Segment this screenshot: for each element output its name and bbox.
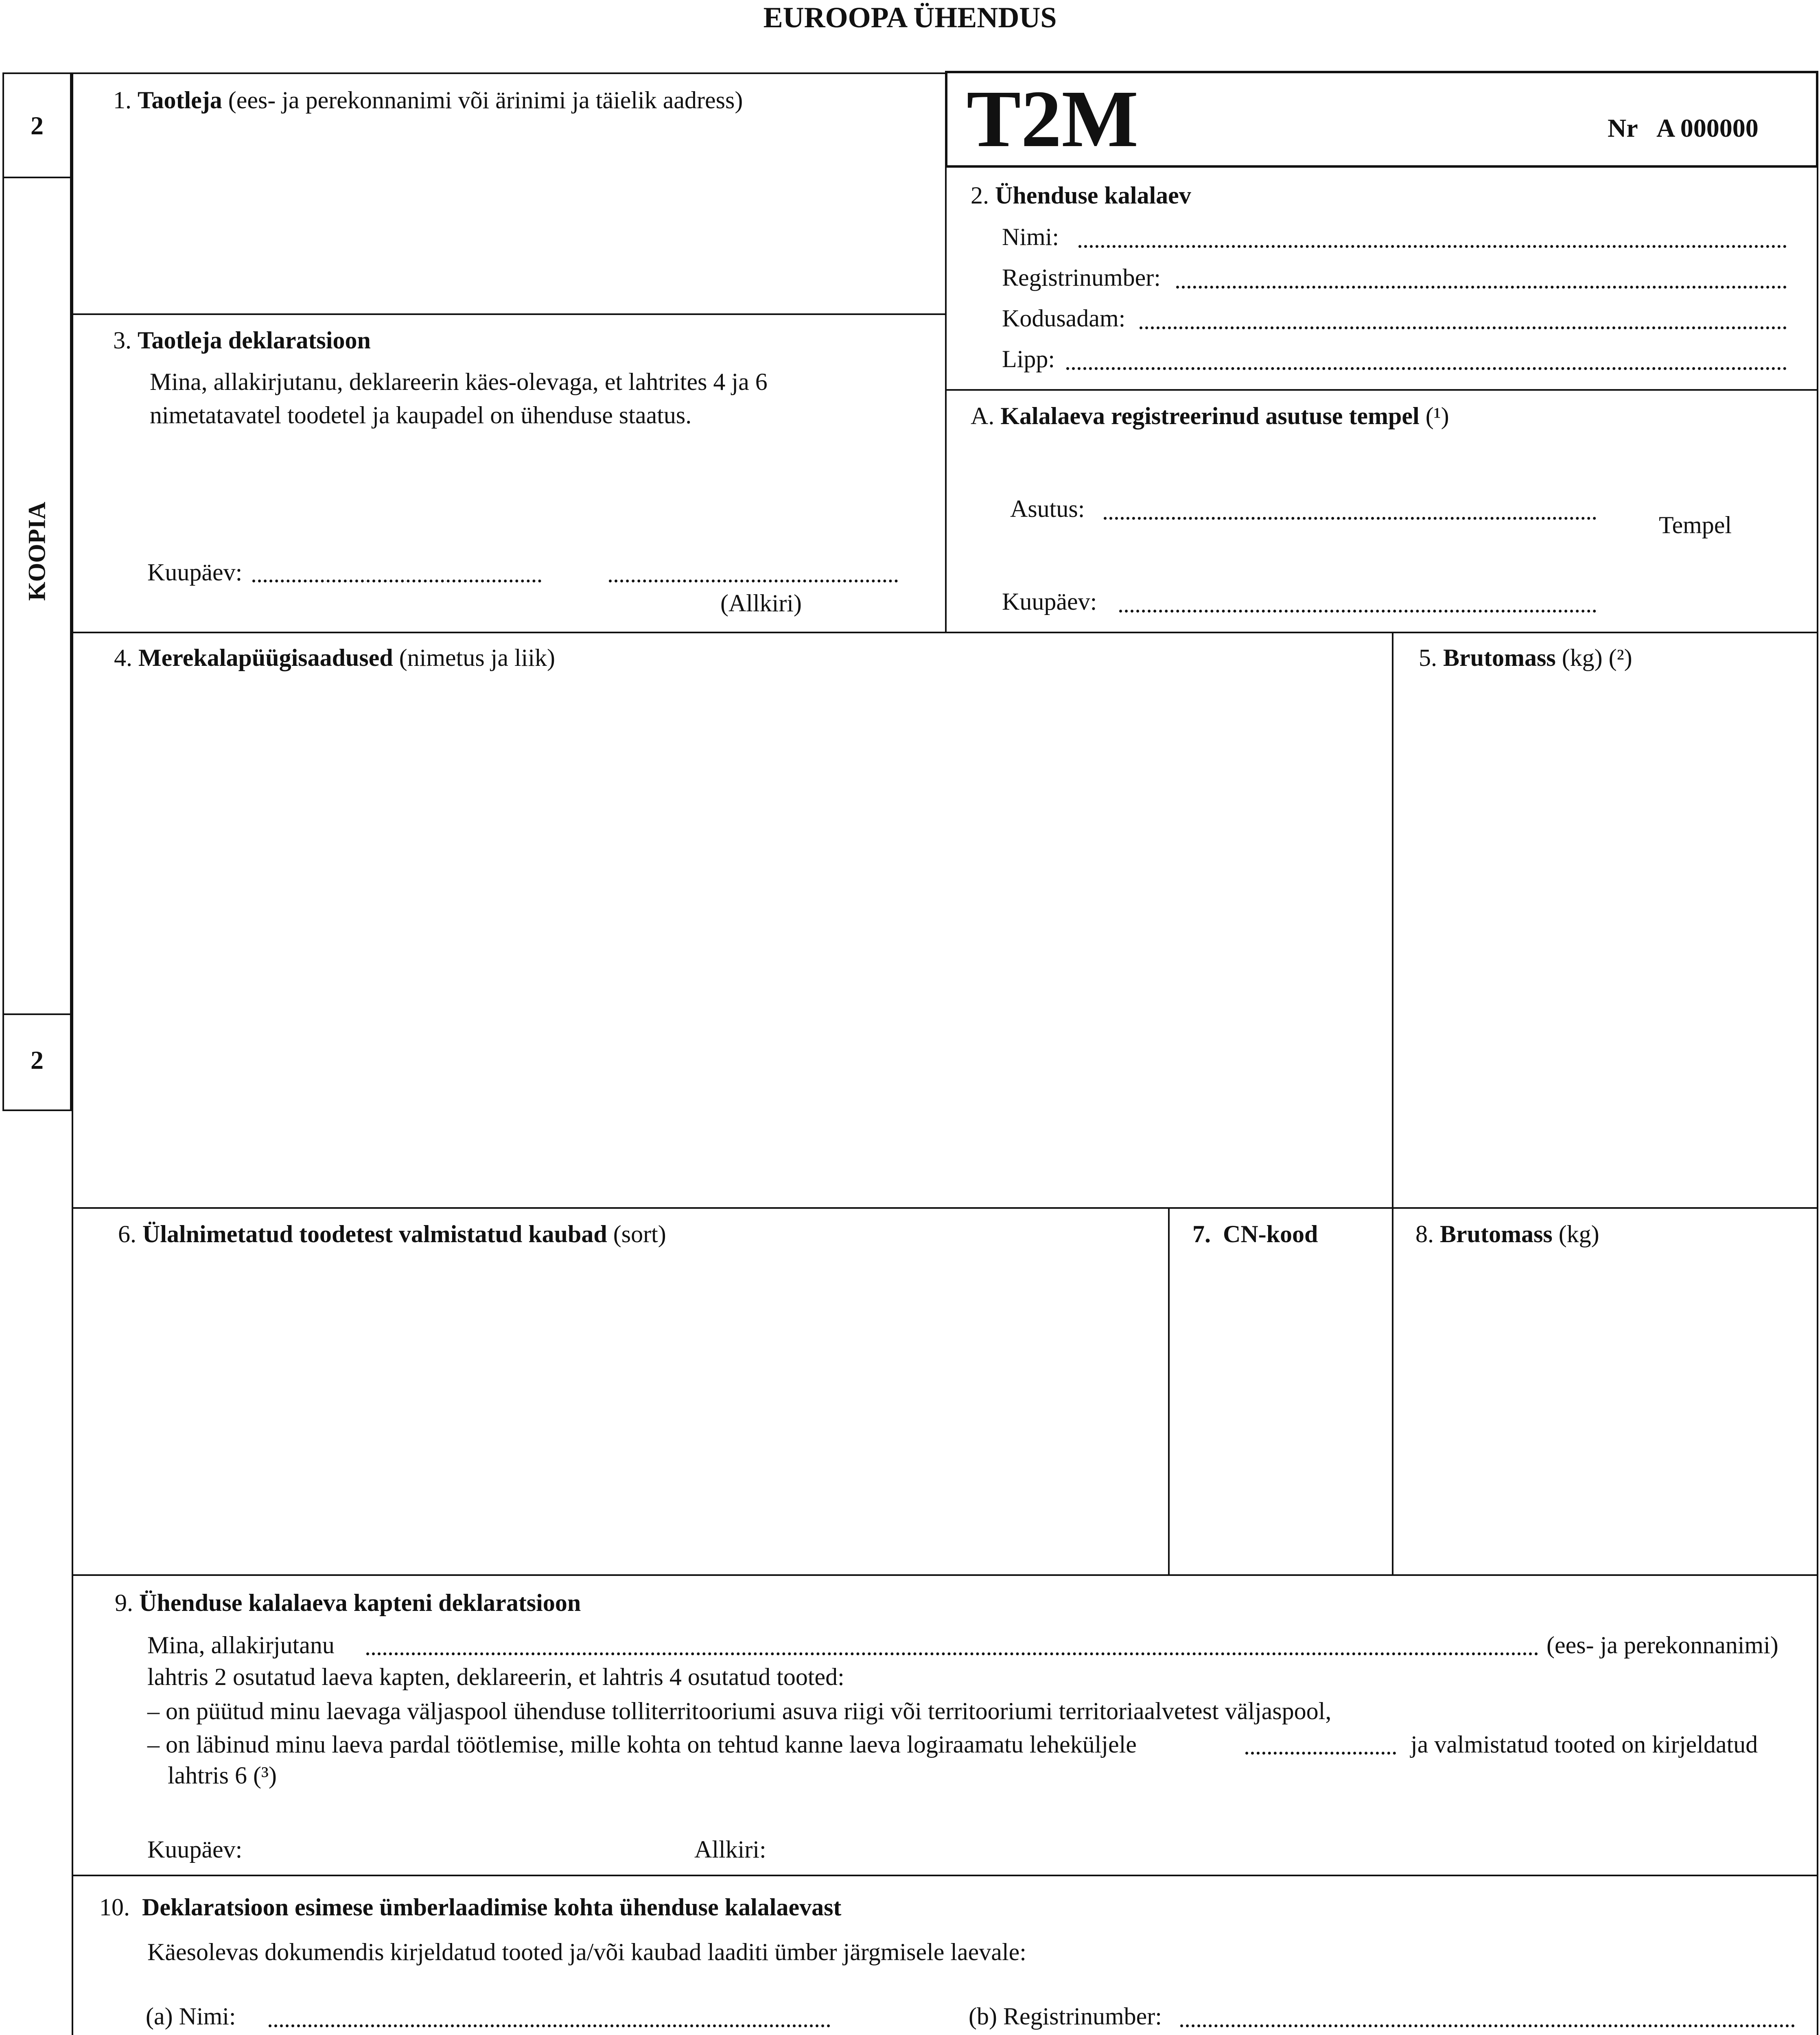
frame-right [1817,72,1818,2035]
box7-heading: 7. CN-kood [1192,1221,1318,1247]
box9-line5: lahtris 6 (³) [168,1762,277,1789]
copy-number-bottom: 2 [31,1046,44,1074]
boxA-date-field[interactable] [1119,610,1596,613]
box4-heading: 4. Merekalapüügisaadused (nimetus ja liik) [114,644,555,671]
box2-flag-field[interactable] [1066,367,1787,370]
box3-signature-label: (Allkiri) [720,590,802,617]
form-code: T2M [967,74,1139,164]
copy-number-top: 2 [31,111,44,140]
box10-intro: Käesolevas dokumendis kirjeldatud tooted ja/või kaubad laaditi ümber järgmisele laevale: [147,1939,1026,1965]
copy-label-wrap [2,488,72,610]
boxA-office-label: Asutus: [1010,495,1085,522]
form-number-value: A 000000 [1656,114,1759,142]
divider-row5 [72,1875,1818,1876]
box3-signature-field[interactable] [609,580,898,582]
box10-field-a-label: (a) Nimi: [146,2003,236,2030]
box3-heading: 3. Taotleja deklaratsioon [113,327,371,354]
divider-box6-box7 [1168,1207,1170,1576]
boxA-date-label: Kuupäev: [1002,588,1097,615]
box9-name-field[interactable] [366,1652,1538,1655]
box2-flag-label: Lipp: [1002,346,1055,372]
frame-top [72,72,947,74]
frame-left [72,72,73,2035]
divider-row3 [72,1207,1818,1209]
box2-name-field[interactable] [1078,245,1787,248]
divider-box2-boxA [945,389,1818,391]
copy-label: KOOPIA [23,501,50,601]
box8-heading: 8. Brutomass (kg) [1415,1221,1599,1247]
box9-line1-end: (ees- ja perekonnanimi) [1547,1632,1778,1659]
divider-row4 [72,1574,1818,1576]
boxA-office-field[interactable] [1104,517,1596,520]
divider-box1-box3 [72,313,945,315]
box5-heading: 5. Brutomass (kg) (²) [1419,644,1632,671]
box10-field-a[interactable] [269,2024,830,2027]
box9-logbook-page-field[interactable] [1245,1752,1396,1755]
box9-line3: – on püütud minu laevaga väljaspool ühenduse tolliterritooriumi asuva riigi või territooriumi territoriaalvetest väljaspool, [147,1698,1332,1724]
box3-text-line2: nimetatavatel toodetel ja kaupadel on ühenduse staatus. [150,402,692,429]
boxA-stamp-label: Tempel [1659,512,1732,538]
box9-line4-end: ja valmistatud tooted on kirjeldatud [1411,1731,1758,1758]
box10-heading: 10. Deklaratsioon esimese ümberlaadimise kohta ühenduse kalalaevast [99,1894,842,1921]
box9-date-label: Kuupäev: [147,1836,243,1863]
divider-row2 [72,632,1818,633]
box3-date-field[interactable] [252,580,541,582]
box2-regnum-label: Registrinumber: [1002,264,1161,291]
box2-name-label: Nimi: [1002,223,1059,250]
box3-date-label: Kuupäev: [147,559,243,586]
box3-text-line1: Mina, allakirjutanu, deklareerin käes-olevaga, et lahtrites 4 ja 6 [150,368,768,395]
box6-heading: 6. Ülalnimetatud toodetest valmistatud kaubad (sort) [118,1221,666,1247]
document-title: EUROOPA ÜHENDUS [763,1,1057,34]
box9-signature-label: Allkiri: [694,1836,766,1863]
boxA-heading: A. Kalalaeva registreerinud asutuse tempel (¹) [971,403,1449,429]
box2-regnum-field[interactable] [1176,286,1787,289]
form-number-label: Nr [1608,114,1638,142]
box10-field-b[interactable] [1180,2024,1795,2027]
box2-heading: 2. Ühenduse kalalaev [971,182,1191,209]
box9-line1-start: Mina, allakirjutanu [147,1632,335,1659]
box1-heading: 1. Taotleja (ees- ja perekonnanimi või ärinimi ja täielik aadress) [113,87,743,114]
box9-line2: lahtris 2 osutatud laeva kapten, deklareerin, et lahtris 4 osutatud tooted: [147,1663,844,1690]
box2-homeport-field[interactable] [1140,326,1787,329]
box9-line4-start: – on läbinud minu laeva pardal töötlemise, mille kohta on tehtud kanne laeva logiraamatu leheküljele [147,1731,1137,1758]
box2-homeport-label: Kodusadam: [1002,305,1126,332]
box10-field-b-label: (b) Registrinumber: [969,2003,1162,2030]
divider-col-top [945,72,947,633]
divider-box4-box5 [1392,632,1393,1576]
box9-heading: 9. Ühenduse kalalaeva kapteni deklaratsioon [115,1589,581,1616]
